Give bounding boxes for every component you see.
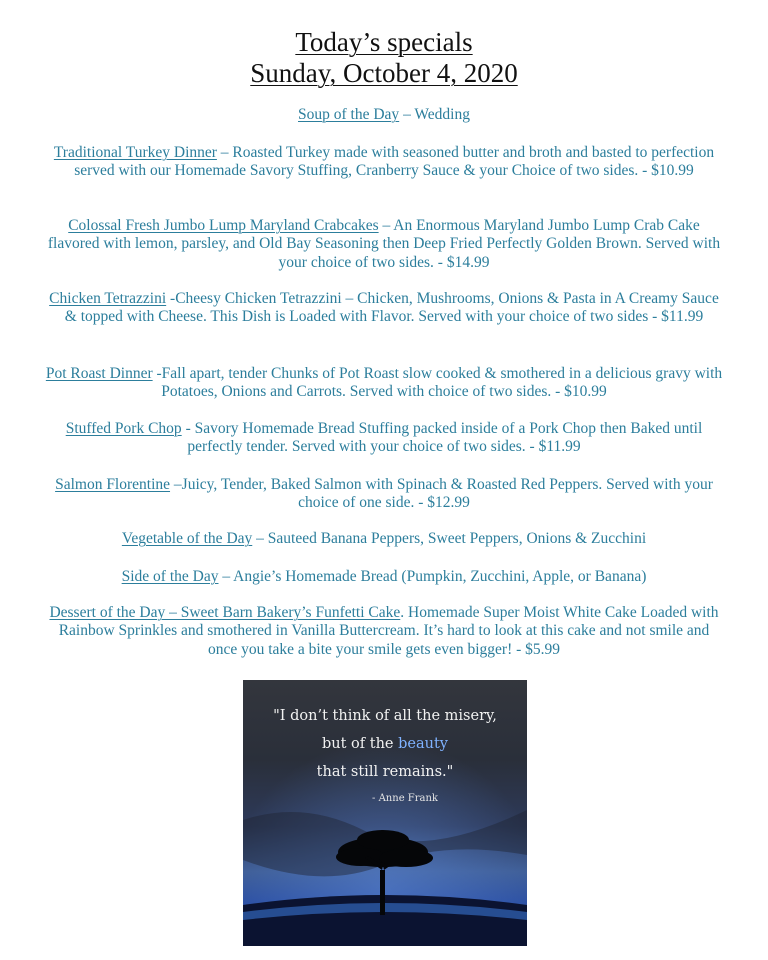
menu-item-name: Salmon Florentine (55, 476, 171, 493)
quote-image (243, 680, 527, 946)
quote-text (243, 702, 527, 786)
menu-item-description: - Savory Homemade Bread Stuffing packed inside of a Pork Chop then Baked until perfectly tender. Served with your choice of two sides. - $11.99 (181, 420, 703, 456)
page-date (0, 58, 768, 89)
menu-item-salmon (44, 476, 724, 513)
quote-line-3: that still remains." (316, 764, 454, 780)
quote-highlight-word: beauty (398, 736, 448, 752)
menu-item-description: – An Enormous Maryland Jumbo Lump Crab Cake flavored with lemon, parsley, and Old Bay Seasoning then Deep Fried Perfectly Golden Brown. Served with your choice of two sides. - $14.99 (47, 217, 721, 271)
quote-author: - Anne Frank (372, 793, 438, 804)
menu-item-side (44, 568, 724, 586)
menu-item-description: -Cheesy Chicken Tetrazzini – Chicken, Mushrooms, Onions & Pasta in A Creamy Sauce & topped with Cheese. This Dish is Loaded with Flavor. Served with your choice of two sides - $11.99 (64, 290, 719, 326)
menu-item-name: Colossal Fresh Jumbo Lump Maryland Crabcakes (68, 217, 379, 234)
menu-item-name: Soup of the Day (298, 106, 400, 123)
menu-item-pot-roast (44, 365, 724, 402)
quote-line-1: "I don’t think of all the misery, (273, 708, 497, 724)
menu-item-tetrazzini (44, 290, 724, 327)
menu-item-name: Traditional Turkey Dinner (53, 144, 217, 161)
menu-item-description: – Wedding (399, 106, 470, 123)
page-title-text: Today’s specials (295, 27, 473, 57)
quote-line-2 (243, 730, 527, 758)
menu-item-turkey (44, 144, 724, 181)
menu-item-name: Pot Roast Dinner (45, 365, 153, 382)
menu-item-name: Dessert of the Day – Sweet Barn Bakery’s Funfetti Cake (49, 604, 401, 621)
menu-item-description: -Fall apart, tender Chunks of Pot Roast slow cooked & smothered in a delicious gravy with Potatoes, Onions and Carrots. Served with choice of two sides. - $10.99 (152, 365, 723, 401)
menu-item-soup (44, 106, 724, 124)
menu-item-name: Side of the Day (121, 568, 219, 585)
menu-item-name: Stuffed Pork Chop (65, 420, 182, 437)
menu-item-name: Chicken Tetrazzini (49, 290, 167, 307)
page-title (0, 27, 768, 58)
menu-item-description: – Angie’s Homemade Bread (Pumpkin, Zucchini, Apple, or Banana) (218, 568, 647, 585)
menu-item-pork-chop (44, 420, 724, 457)
menu-item-description: –Juicy, Tender, Baked Salmon with Spinach & Roasted Red Peppers. Served with your choice of one side. - $12.99 (170, 476, 713, 512)
menu-item-name: Vegetable of the Day (121, 530, 253, 547)
menu-item-dessert (44, 604, 724, 659)
menu-item-vegetable (44, 530, 724, 548)
page-date-text: Sunday, October 4, 2020 (250, 58, 518, 88)
menu-item-description: – Sauteed Banana Peppers, Sweet Peppers, Onions & Zucchini (252, 530, 647, 547)
menu-item-description: – Roasted Turkey made with seasoned butter and broth and basted to perfection served with our Homemade Savory Stuffing, Cranberry Sauce & your Choice of two sides. - $10.99 (74, 144, 715, 180)
menu-item-crabcakes (44, 217, 724, 272)
quote-line-2-start: but of the (322, 736, 399, 752)
menu-item-description: . Homemade Super Moist White Cake Loaded with Rainbow Sprinkles and smothered in Vanilla Buttercream. It’s hard to look at this cake and not smile and once you take a bite your smile gets even bigger! - $5.99 (58, 604, 719, 658)
